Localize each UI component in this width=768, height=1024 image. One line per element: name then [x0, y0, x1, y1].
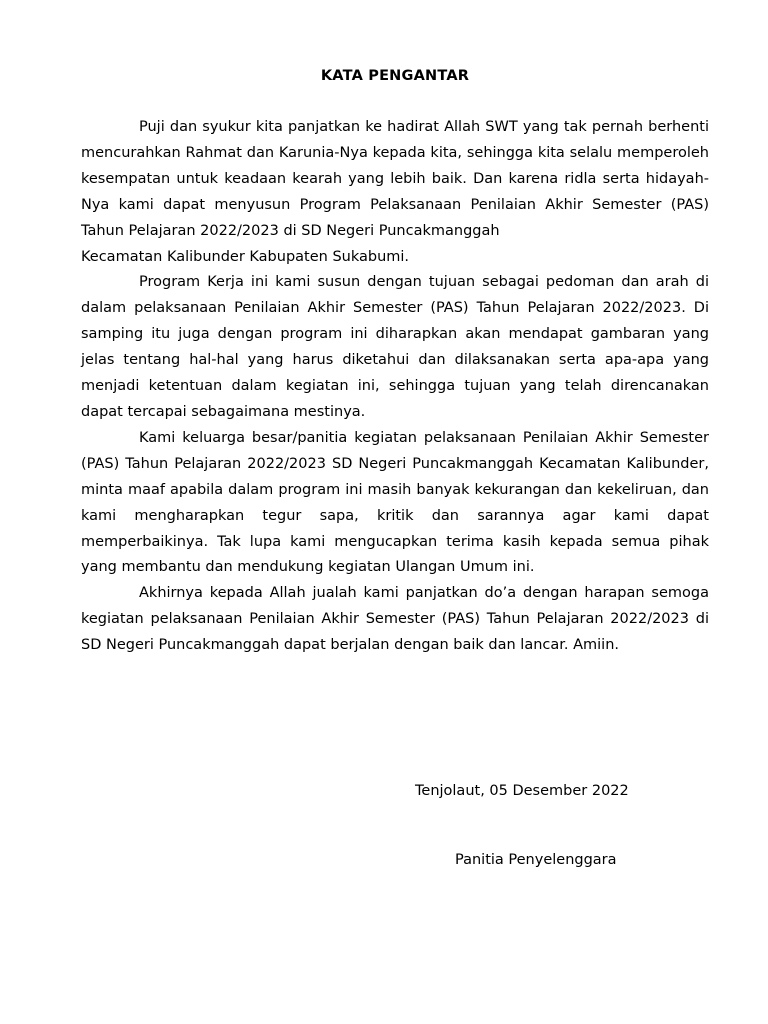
paragraph-opening-continuation: Kecamatan Kalibunder Kabupaten Sukabumi. [81, 248, 410, 265]
paragraph-program-purpose: Program Kerja ini kami susun dengan tujuan sebagai pedoman dan arah di dalam pelaksanaan Penilaian Akhir Semester (PAS) Tahun Pelajaran 2022/2023. Di samping itu juga dengan program ini diharapkan akan mendapat gambaran yang jelas tentang hal-hal yang harus diketahui dan dilaksanakan serta apa-apa yang menjadi ketentuan dalam kegiatan ini, sehingga tujuan yang telah direncanakan dapat tercapai sebagaimana mestinya. [81, 274, 709, 420]
paragraph-apology-thanks: Kami keluarga besar/panitia kegiatan pelaksanaan Penilaian Akhir Semester (PAS) Tahun Pelajaran 2022/2023 SD Negeri Puncakmanggah Kecamatan Kalibunder, minta maaf apabila dalam program ini masih banyak kekurangan dan kekeliruan, dan kami mengharapkan tegur sapa, kritik dan sarannya agar kami dapat memperbaikinya. Tak lupa kami mengucapkan terima kasih kepada semua pihak yang membantu dan mendukung kegiatan Ulangan Umum ini. [81, 429, 709, 576]
paragraph-closing: Akhirnya kepada Allah jualah kami panjatkan do’a dengan harapan semoga kegiatan pelaksanaan Penilaian Akhir Semester (PAS) Tahun Pelajaran 2022/2023 di SD Negeri Puncakmanggah dapat berjalan dengan baik dan lancar. Amiin. [81, 585, 709, 654]
signatory: Panitia Penyelenggara [455, 852, 617, 868]
page-title: KATA PENGANTAR [320, 68, 470, 84]
paragraph-opening: Puji dan syukur kita panjatkan ke hadirat Allah SWT yang tak pernah berhenti mencurahkan Rahmat dan Karunia-Nya kepada kita, sehingga kita selalu memperoleh kesempatan untuk keadaan kearah yang lebih baik. Dan karena ridla serta hidayah-Nya kami dapat menyusun Program Pelaksanaan Penilaian Akhir Semester (PAS) Tahun Pelajaran 2022/2023 di SD Negeri Puncakmanggah [81, 119, 709, 239]
place-date: Tenjolaut, 05 Desember 2022 [415, 783, 629, 799]
document-body [81, 115, 709, 659]
